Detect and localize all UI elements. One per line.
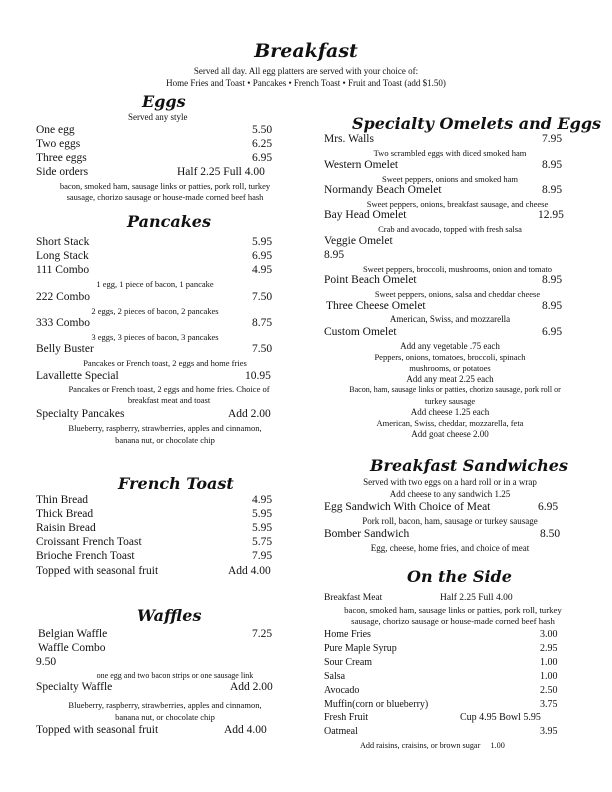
menu-item-name: Fresh Fruit	[324, 712, 369, 723]
menu-item-name: Lavallette Special	[36, 370, 119, 382]
item-description: bacon, smoked ham, sausage links or patties, pork roll, turkey	[59, 181, 271, 191]
menu-item-name: Thin Bread	[36, 494, 89, 506]
menu-item-name: Side orders	[36, 166, 89, 178]
menu-item-name: Two eggs	[36, 138, 81, 150]
menu-item-price: 6.95	[252, 250, 273, 262]
item-description: 2 eggs, 2 pieces of bacon, 2 pancakes	[91, 306, 219, 316]
menu-item-price: 3.75	[540, 699, 558, 710]
custom-omelet-line: Peppers, onions, tomatoes, broccoli, spinach	[374, 352, 526, 362]
menu-item-name: Bay Head Omelet	[324, 209, 407, 221]
menu-item-price: 7.50	[252, 343, 273, 355]
menu-item-name: Western Omelet	[324, 159, 399, 171]
menu-item-price: Half 2.25 Full 4.00	[177, 166, 265, 178]
custom-omelet-line: Bacon, ham, sausage links or patties, chorizo sausage, pork roll or	[349, 385, 561, 394]
waffles-title: Waffles	[137, 606, 202, 625]
omelets-title: Specialty Omelets and Eggs	[352, 114, 602, 133]
side-title: On the Side	[407, 567, 512, 586]
menu-item-price: 2.95	[540, 643, 558, 654]
item-description: Blueberry, raspberry, strawberries, apples and cinnamon,	[68, 423, 262, 433]
item-description: Pancakes or French toast, 2 eggs and home fries	[83, 358, 247, 368]
menu-item-name: Salsa	[324, 671, 346, 682]
header-line-2: Home Fries and Toast • Pancakes • French Toast • Fruit and Toast (add $1.50)	[166, 78, 446, 88]
menu-item-name: Three eggs	[36, 152, 87, 164]
menu-item-name: Pure Maple Syrup	[324, 643, 397, 654]
item-description: breakfast meat and toast	[127, 395, 211, 405]
menu-item-price: 8.95	[542, 159, 563, 171]
menu-item-name: Sour Cream	[324, 657, 373, 668]
item-description: Egg, cheese, home fries, and choice of meat	[370, 543, 530, 553]
item-description: sausage, chorizo sausage or house-made corned beef hash	[351, 616, 555, 626]
eggs-subtitle: Served any style	[128, 112, 188, 122]
menu-item-name: Three Cheese Omelet	[326, 300, 426, 312]
menu-item-price: 5.95	[252, 236, 273, 248]
menu-item-price: 6.95	[252, 152, 273, 164]
item-description: Pork roll, bacon, ham, sausage or turkey sausage	[362, 516, 538, 526]
menu-item-name: Avocado	[324, 685, 360, 696]
menu-item-price: Half 2.25 Full 4.00	[440, 593, 513, 603]
item-description: Sweet peppers, onions, breakfast sausage, and cheese	[366, 199, 549, 209]
menu-item-price: 8.95	[324, 249, 345, 261]
menu-item-name: Raisin Bread	[36, 522, 96, 534]
item-description: one egg and two bacon strips or one sausage link	[96, 671, 254, 680]
item-description: Blueberry, raspberry, strawberries, apples and cinnamon,	[68, 700, 262, 710]
menu-item-price: 5.95	[252, 508, 273, 520]
menu-item-price: 4.95	[252, 494, 273, 506]
menu-item-name: Brioche French Toast	[36, 550, 135, 562]
menu-item-price: 12.95	[538, 209, 564, 221]
menu-item-price: 6.25	[252, 138, 273, 150]
menu-item-price: 3.00	[540, 629, 558, 640]
menu-item-price: 7.95	[252, 550, 273, 562]
item-description: Two scrambled eggs with diced smoked ham	[373, 148, 527, 158]
menu-item-name: Belly Buster	[36, 343, 94, 355]
menu-item-price: 4.95	[252, 264, 273, 276]
menu-item-name: Topped with seasonal fruit	[36, 565, 159, 577]
item-description: Sweet peppers, broccoli, mushrooms, onion and tomato	[362, 264, 553, 274]
menu-item-price: 1.00	[540, 671, 558, 682]
menu-item-name: 222 Combo	[36, 291, 90, 303]
item-description: Sweet peppers, onions, salsa and cheddar cheese	[374, 289, 541, 299]
menu-item-price: 7.25	[252, 628, 273, 640]
item-description: 1 egg, 1 piece of bacon, 1 pancake	[96, 279, 214, 289]
menu-item-price: Cup 4.95 Bowl 5.95	[460, 712, 541, 723]
menu-item-name: Bomber Sandwich	[324, 528, 410, 540]
menu-item-name: Custom Omelet	[324, 326, 397, 338]
item-description: Pancakes or French toast, 2 eggs and home fries. Choice of	[68, 384, 270, 394]
item-description: Add raisins, craisins, or brown sugar 1.00	[360, 741, 505, 750]
menu-item-price: 2.50	[540, 685, 558, 696]
menu-item-name: Home Fries	[324, 629, 371, 640]
item-description: 3 eggs, 3 pieces of bacon, 3 pancakes	[91, 332, 219, 342]
menu-item-name: Specialty Waffle	[36, 681, 113, 693]
menu-item-price: Add 4.00	[224, 724, 267, 736]
item-description: bacon, smoked ham, sausage links or patties, pork roll, turkey	[344, 605, 562, 615]
item-description: Crab and avocado, topped with fresh salsa	[378, 224, 522, 234]
menu-item-price: 8.95	[542, 274, 563, 286]
menu-item-price: 8.95	[542, 184, 563, 196]
item-description: sausage, chorizo sausage or house-made corned beef hash	[66, 192, 264, 202]
menu-item-price: 3.95	[540, 726, 558, 737]
menu-item-price: 8.75	[252, 317, 273, 329]
menu-item-price: 10.95	[245, 370, 271, 382]
menu-item-name: Egg Sandwich With Choice of Meat	[324, 501, 491, 513]
menu-item-price: 1.00	[540, 657, 558, 668]
header-line-1: Served all day. All egg platters are served with your choice of:	[193, 66, 419, 76]
menu-item-name: 111 Combo	[36, 264, 90, 276]
pancakes-title: Pancakes	[127, 212, 211, 231]
item-description: Sweet peppers, onions and smoked ham	[382, 174, 518, 184]
menu-item-name: Breakfast Meat	[324, 593, 383, 603]
french-toast-title: French Toast	[118, 474, 234, 493]
menu-item-name: Thick Bread	[36, 508, 94, 520]
menu-item-name: Oatmeal	[324, 726, 358, 737]
item-description: banana nut, or chocolate chip	[115, 712, 215, 722]
menu-item-price: 5.95	[252, 522, 273, 534]
menu-item-name: Long Stack	[36, 250, 89, 262]
menu-item-name: Muffin(corn or blueberry)	[324, 699, 429, 710]
menu-item-name: Croissant French Toast	[36, 536, 142, 548]
menu-item-name: 333 Combo	[36, 317, 90, 329]
menu-item-name: Belgian Waffle	[38, 628, 108, 640]
custom-omelet-line: Add any meat 2.25 each	[406, 374, 494, 384]
sandwiches-subtitle: Add cheese to any sandwich 1.25	[389, 489, 511, 499]
menu-item-price: 8.95	[542, 300, 563, 312]
menu-item-name: Waffle Combo	[38, 642, 106, 654]
menu-item-price: 9.50	[36, 656, 57, 668]
menu-item-price: Add 2.00	[228, 408, 271, 420]
menu-item-name: Normandy Beach Omelet	[324, 184, 442, 196]
custom-omelet-line: American, Swiss, cheddar, mozzarella, feta	[376, 418, 524, 428]
menu-item-name: Specialty Pancakes	[36, 408, 125, 420]
menu-item-price: 6.95	[538, 501, 559, 513]
menu-item-price: Add 4.00	[228, 565, 271, 577]
menu-item-price: 7.95	[542, 133, 563, 145]
menu-item-name: Topped with seasonal fruit	[36, 724, 159, 736]
menu-item-price: Add 2.00	[230, 681, 273, 693]
sandwiches-subtitle: Served with two eggs on a hard roll or in a wrap	[363, 477, 537, 487]
item-description: banana nut, or chocolate chip	[115, 435, 215, 445]
item-description: American, Swiss, and mozzarella	[389, 314, 511, 324]
menu-item-price: 8.50	[540, 528, 561, 540]
custom-omelet-line: Add cheese 1.25 each	[410, 407, 490, 417]
menu-item-price: 7.50	[252, 291, 273, 303]
menu-item-price: 5.75	[252, 536, 273, 548]
custom-omelet-line: Add any vegetable .75 each	[400, 341, 500, 351]
custom-omelet-line: turkey sausage	[424, 396, 476, 406]
custom-omelet-line: mushrooms, or potatoes	[409, 363, 491, 373]
menu-item-name: Veggie Omelet	[324, 235, 393, 247]
custom-omelet-line: Add goat cheese 2.00	[411, 429, 489, 439]
menu-item-price: 5.50	[252, 124, 273, 136]
menu-item-name: Point Beach Omelet	[324, 274, 417, 286]
sandwiches-title: Breakfast Sandwiches	[370, 456, 568, 475]
menu-item-name: Mrs. Walls	[324, 133, 374, 145]
menu-item-name: Short Stack	[36, 236, 90, 248]
menu-item-name: One egg	[36, 124, 75, 136]
eggs-title: Eggs	[142, 92, 186, 111]
page-title: Breakfast	[254, 40, 358, 62]
menu-item-price: 6.95	[542, 326, 563, 338]
